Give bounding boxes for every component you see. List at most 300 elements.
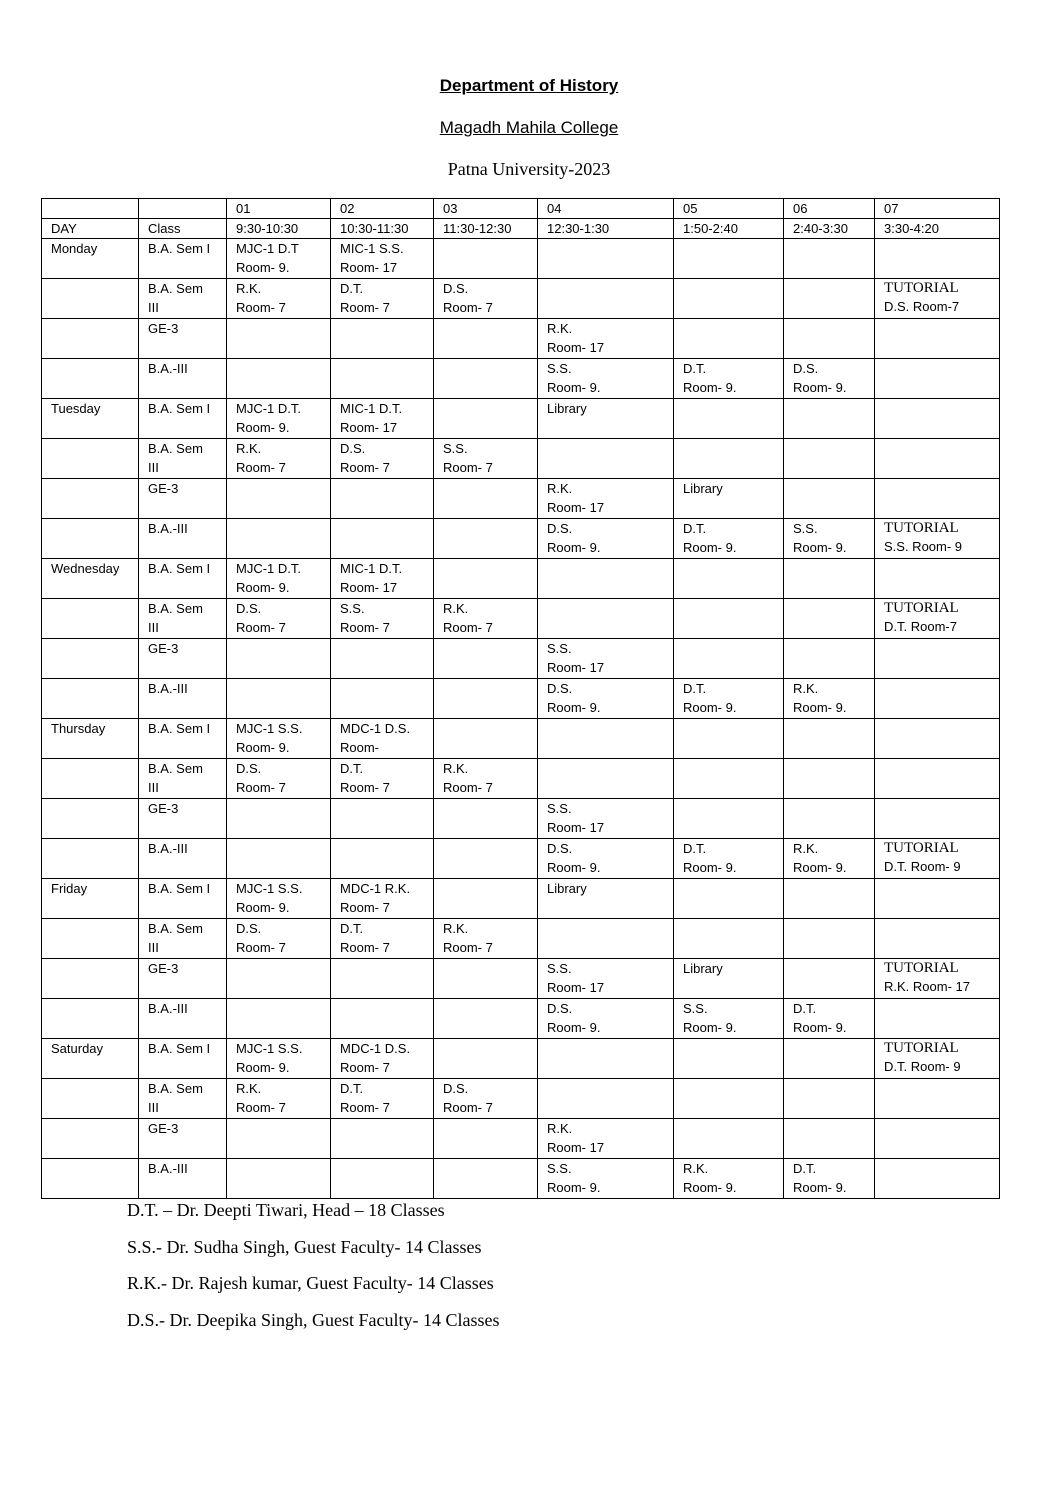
class-label-line: III xyxy=(148,300,159,315)
schedule-cell xyxy=(784,559,875,599)
class-label-line: III xyxy=(148,780,159,795)
time-slot-cell: 2:40-3:30 xyxy=(784,219,875,239)
schedule-cell xyxy=(331,439,434,479)
table-row xyxy=(42,359,1000,399)
schedule-cell xyxy=(331,759,434,799)
class-cell xyxy=(139,239,227,279)
day-cell: Monday xyxy=(42,239,139,279)
subject-teacher: S.S. xyxy=(340,601,365,616)
schedule-cell xyxy=(784,479,875,519)
table-row xyxy=(42,679,1000,719)
class-label-line: GE-3 xyxy=(148,1121,179,1136)
schedule-cell xyxy=(538,919,674,959)
schedule-cell xyxy=(784,1079,875,1119)
schedule-cell xyxy=(538,1119,674,1159)
class-cell xyxy=(139,879,227,919)
tutorial-label: TUTORIAL xyxy=(884,520,959,536)
schedule-cell xyxy=(227,919,331,959)
schedule-cell xyxy=(434,279,538,319)
schedule-cell xyxy=(784,1039,875,1079)
schedule-cell xyxy=(538,239,674,279)
schedule-cell xyxy=(674,639,784,679)
subject-teacher: D.T. xyxy=(683,841,707,856)
schedule-cell xyxy=(538,1079,674,1119)
room-label: Room- 7 xyxy=(340,620,390,635)
class-label-line: GE-3 xyxy=(148,481,179,496)
subject-teacher: D.S. xyxy=(340,441,366,456)
schedule-cell xyxy=(434,679,538,719)
room-label: D.T. Room- 9 xyxy=(884,859,961,874)
room-label: Room- 9. xyxy=(236,900,290,915)
class-cell xyxy=(139,919,227,959)
schedule-cell xyxy=(784,279,875,319)
schedule-cell xyxy=(674,279,784,319)
schedule-cell xyxy=(434,959,538,999)
room-label: Room- 9. xyxy=(793,380,847,395)
schedule-cell xyxy=(227,439,331,479)
room-label: Room- 9. xyxy=(236,580,290,595)
class-label-line: GE-3 xyxy=(148,321,179,336)
subject-teacher: R.K. xyxy=(236,1081,262,1096)
subject-teacher: D.S. xyxy=(443,281,469,296)
day-cell xyxy=(42,439,139,479)
schedule-cell xyxy=(227,519,331,559)
schedule-cell xyxy=(227,399,331,439)
table-row xyxy=(42,239,1000,279)
schedule-cell xyxy=(784,719,875,759)
schedule-cell xyxy=(434,1159,538,1199)
schedule-cell xyxy=(875,279,1000,319)
subject-teacher: R.K. xyxy=(683,1161,709,1176)
schedule-cell xyxy=(331,919,434,959)
schedule-cell xyxy=(875,1079,1000,1119)
schedule-cell xyxy=(784,799,875,839)
class-label-line: III xyxy=(148,620,159,635)
schedule-cell xyxy=(331,879,434,919)
day-cell: Thursday xyxy=(42,719,139,759)
day-cell xyxy=(42,359,139,399)
class-cell xyxy=(139,999,227,1039)
subject-teacher: R.K. xyxy=(547,1121,573,1136)
subject-teacher: D.S. xyxy=(547,841,573,856)
schedule-cell xyxy=(434,519,538,559)
schedule-cell xyxy=(538,439,674,479)
tutorial-label: TUTORIAL xyxy=(884,960,959,976)
room-label: Room- 9. xyxy=(236,260,290,275)
room-label: Room- 9. xyxy=(793,860,847,875)
room-label: Room- xyxy=(340,740,380,755)
class-label-line: B.A.-III xyxy=(148,841,188,856)
schedule-cell xyxy=(875,319,1000,359)
subject-teacher: MJC-1 D.T. xyxy=(236,561,301,576)
class-cell xyxy=(139,599,227,639)
subject-teacher: MJC-1 D.T xyxy=(236,241,299,256)
schedule-cell xyxy=(227,639,331,679)
schedule-cell xyxy=(434,599,538,639)
university-year: Patna University-2023 xyxy=(447,159,611,179)
class-cell xyxy=(139,519,227,559)
subject-teacher: S.S. xyxy=(547,801,572,816)
schedule-cell xyxy=(875,1039,1000,1079)
table-row xyxy=(42,1039,1000,1079)
class-cell xyxy=(139,959,227,999)
schedule-cell xyxy=(674,1119,784,1159)
subject-teacher: R.K. xyxy=(793,681,819,696)
schedule-cell xyxy=(538,319,674,359)
schedule-cell xyxy=(434,759,538,799)
schedule-cell xyxy=(875,959,1000,999)
schedule-cell xyxy=(227,599,331,639)
class-label-line: B.A. Sem xyxy=(148,601,203,616)
room-label: Room- 9. xyxy=(683,380,737,395)
schedule-cell xyxy=(674,439,784,479)
subject-teacher: D.S. xyxy=(443,1081,469,1096)
schedule-cell xyxy=(331,319,434,359)
schedule-cell xyxy=(875,439,1000,479)
room-label: Room- 7 xyxy=(236,780,286,795)
room-label: Room- 9. xyxy=(236,1060,290,1075)
schedule-cell xyxy=(331,559,434,599)
schedule-cell xyxy=(674,839,784,879)
subject-teacher: R.K. xyxy=(443,921,469,936)
period-number-cell: 04 xyxy=(538,199,674,219)
subject-teacher: MDC-1 R.K. xyxy=(340,881,411,896)
class-label-line: B.A. Sem xyxy=(148,281,203,296)
table-row xyxy=(42,439,1000,479)
time-slot-cell: 12:30-1:30 xyxy=(538,219,674,239)
department-title: Department of History xyxy=(439,76,619,95)
schedule-cell xyxy=(538,719,674,759)
schedule-cell xyxy=(331,839,434,879)
class-label-line: B.A.-III xyxy=(148,1001,188,1016)
schedule-cell xyxy=(538,279,674,319)
schedule-cell xyxy=(227,359,331,399)
class-cell xyxy=(139,399,227,439)
room-label: Room- 9. xyxy=(547,1180,601,1195)
schedule-cell xyxy=(784,1119,875,1159)
room-label: Room- 7 xyxy=(340,300,390,315)
schedule-cell xyxy=(875,399,1000,439)
tutorial-label: TUTORIAL xyxy=(884,600,959,616)
college-name: Magadh Mahila College xyxy=(439,118,619,137)
room-label: Room- 7 xyxy=(236,940,286,955)
class-cell xyxy=(139,719,227,759)
time-slot-cell: Class xyxy=(139,219,227,239)
schedule-cell xyxy=(538,759,674,799)
subject-teacher: D.T. xyxy=(340,761,364,776)
period-number-cell xyxy=(139,199,227,219)
schedule-cell xyxy=(538,399,674,439)
schedule-cell xyxy=(784,399,875,439)
schedule-cell xyxy=(875,879,1000,919)
schedule-cell xyxy=(538,679,674,719)
room-label: Room- 7 xyxy=(443,940,493,955)
schedule-cell xyxy=(434,559,538,599)
class-label-line: GE-3 xyxy=(148,801,179,816)
subject-teacher: R.K. xyxy=(443,761,469,776)
schedule-cell xyxy=(875,679,1000,719)
room-label: Room- 17 xyxy=(547,820,605,835)
schedule-cell xyxy=(674,919,784,959)
schedule-cell xyxy=(434,879,538,919)
room-label: Room- 17 xyxy=(340,420,398,435)
schedule-cell xyxy=(674,759,784,799)
schedule-cell xyxy=(331,239,434,279)
room-label: Room- 9. xyxy=(793,1180,847,1195)
room-label: D.S. Room-7 xyxy=(884,299,960,314)
table-row xyxy=(42,839,1000,879)
day-cell: Wednesday xyxy=(42,559,139,599)
day-cell xyxy=(42,279,139,319)
room-label: Room- 9. xyxy=(793,540,847,555)
schedule-cell xyxy=(674,1039,784,1079)
schedule-cell xyxy=(875,599,1000,639)
subject-teacher: D.S. xyxy=(236,601,262,616)
day-cell xyxy=(42,1079,139,1119)
subject-teacher: Library xyxy=(683,481,723,496)
schedule-cell xyxy=(434,479,538,519)
schedule-cell xyxy=(674,519,784,559)
schedule-cell xyxy=(434,1119,538,1159)
day-cell xyxy=(42,959,139,999)
schedule-cell xyxy=(784,959,875,999)
class-cell xyxy=(139,1159,227,1199)
subject-teacher: R.K. xyxy=(236,281,262,296)
schedule-cell xyxy=(875,559,1000,599)
class-cell xyxy=(139,479,227,519)
schedule-cell xyxy=(875,799,1000,839)
subject-teacher: D.S. xyxy=(793,361,819,376)
schedule-cell xyxy=(331,1119,434,1159)
schedule-cell xyxy=(875,719,1000,759)
schedule-cell xyxy=(227,679,331,719)
class-label-line: III xyxy=(148,940,159,955)
time-slot-cell: 9:30-10:30 xyxy=(227,219,331,239)
class-cell xyxy=(139,639,227,679)
schedule-cell xyxy=(538,999,674,1039)
schedule-cell xyxy=(227,959,331,999)
room-label: S.S. Room- 9 xyxy=(884,539,963,554)
room-label: Room- 7 xyxy=(236,1100,286,1115)
room-label: Room- 9. xyxy=(683,540,737,555)
subject-teacher: D.S. xyxy=(236,761,262,776)
schedule-cell xyxy=(875,519,1000,559)
schedule-cell xyxy=(434,799,538,839)
day-cell xyxy=(42,999,139,1039)
subject-teacher: R.K. xyxy=(547,321,573,336)
schedule-cell xyxy=(227,479,331,519)
day-cell xyxy=(42,639,139,679)
room-label: Room- 7 xyxy=(340,940,390,955)
subject-teacher: D.S. xyxy=(547,1001,573,1016)
table-row xyxy=(42,639,1000,679)
class-cell xyxy=(139,1079,227,1119)
room-label: D.T. Room-7 xyxy=(884,619,957,634)
tutorial-label: TUTORIAL xyxy=(884,1040,959,1056)
table-row xyxy=(42,559,1000,599)
schedule-cell xyxy=(784,759,875,799)
class-label-line: B.A. Sem I xyxy=(148,1041,211,1056)
schedule-cell xyxy=(875,1159,1000,1199)
subject-teacher: D.T. xyxy=(340,281,364,296)
schedule-cell xyxy=(784,639,875,679)
schedule-cell xyxy=(331,639,434,679)
class-cell xyxy=(139,439,227,479)
faculty-legend-item: R.K.- Dr. Rajesh kumar, Guest Faculty- 14 Classes xyxy=(127,1273,494,1293)
subject-teacher: D.T. xyxy=(793,1001,817,1016)
table-row xyxy=(42,759,1000,799)
class-cell xyxy=(139,759,227,799)
class-label-line: B.A. Sem xyxy=(148,441,203,456)
subject-teacher: S.S. xyxy=(793,521,818,536)
schedule-cell xyxy=(227,559,331,599)
class-label-line: B.A. Sem I xyxy=(148,881,211,896)
schedule-cell xyxy=(784,319,875,359)
room-label: Room- 9. xyxy=(547,540,601,555)
subject-teacher: MIC-1 S.S. xyxy=(340,241,404,256)
room-label: Room- 17 xyxy=(547,980,605,995)
schedule-cell xyxy=(674,239,784,279)
schedule-cell xyxy=(674,679,784,719)
schedule-cell xyxy=(331,719,434,759)
class-label-line: B.A. Sem xyxy=(148,921,203,936)
room-label: Room- 7 xyxy=(236,620,286,635)
class-label-line: B.A. Sem I xyxy=(148,561,211,576)
schedule-cell xyxy=(538,799,674,839)
schedule-cell xyxy=(674,319,784,359)
subject-teacher: MJC-1 S.S. xyxy=(236,1041,303,1056)
room-label: Room- 7 xyxy=(340,780,390,795)
subject-teacher: S.S. xyxy=(547,961,572,976)
subject-teacher: MIC-1 D.T. xyxy=(340,401,403,416)
schedule-cell xyxy=(227,879,331,919)
table-row xyxy=(42,479,1000,519)
subject-teacher: S.S. xyxy=(547,1161,572,1176)
schedule-cell xyxy=(331,359,434,399)
schedule-cell xyxy=(434,239,538,279)
schedule-cell xyxy=(674,999,784,1039)
subject-teacher: MDC-1 D.S. xyxy=(340,1041,411,1056)
room-label: Room- 7 xyxy=(443,300,493,315)
period-number-cell: 02 xyxy=(331,199,434,219)
room-label: Room- 7 xyxy=(443,620,493,635)
schedule-cell xyxy=(674,1159,784,1199)
subject-teacher: D.S. xyxy=(547,681,573,696)
room-label: Room- 9. xyxy=(683,700,737,715)
schedule-cell xyxy=(875,999,1000,1039)
room-label: Room- 9. xyxy=(793,1020,847,1035)
schedule-cell xyxy=(331,799,434,839)
schedule-cell xyxy=(674,719,784,759)
room-label: Room- 17 xyxy=(547,340,605,355)
class-cell xyxy=(139,279,227,319)
schedule-cell xyxy=(331,399,434,439)
schedule-cell xyxy=(538,1159,674,1199)
schedule-cell xyxy=(784,879,875,919)
class-label-line: B.A. Sem xyxy=(148,1081,203,1096)
subject-teacher: S.S. xyxy=(443,441,468,456)
schedule-cell xyxy=(331,999,434,1039)
class-cell xyxy=(139,1039,227,1079)
schedule-cell xyxy=(875,239,1000,279)
day-cell xyxy=(42,519,139,559)
schedule-cell xyxy=(784,519,875,559)
schedule-cell xyxy=(875,759,1000,799)
room-label: Room- 7 xyxy=(236,300,286,315)
schedule-cell xyxy=(674,799,784,839)
schedule-cell xyxy=(434,1079,538,1119)
time-slot-row xyxy=(42,219,1000,239)
table-row xyxy=(42,879,1000,919)
schedule-cell xyxy=(674,359,784,399)
table-row xyxy=(42,279,1000,319)
subject-teacher: Library xyxy=(547,881,587,896)
schedule-cell xyxy=(674,879,784,919)
schedule-cell xyxy=(434,839,538,879)
time-slot-cell: 3:30-4:20 xyxy=(875,219,1000,239)
schedule-cell xyxy=(331,279,434,319)
schedule-cell xyxy=(674,1079,784,1119)
room-label: Room- 7 xyxy=(443,1100,493,1115)
schedule-cell xyxy=(784,679,875,719)
day-cell: Friday xyxy=(42,879,139,919)
subject-teacher: D.S. xyxy=(236,921,262,936)
schedule-cell xyxy=(784,359,875,399)
time-slot-cell: 1:50-2:40 xyxy=(674,219,784,239)
schedule-cell xyxy=(434,1039,538,1079)
table-row xyxy=(42,599,1000,639)
subject-teacher: D.T. xyxy=(683,681,707,696)
class-label-line: B.A. Sem xyxy=(148,761,203,776)
room-label: Room- 7 xyxy=(340,900,390,915)
time-slot-cell: 11:30-12:30 xyxy=(434,219,538,239)
subject-teacher: D.T. xyxy=(340,921,364,936)
schedule-cell xyxy=(538,879,674,919)
day-cell: Tuesday xyxy=(42,399,139,439)
class-label-line: III xyxy=(148,1100,159,1115)
room-label: Room- 7 xyxy=(443,780,493,795)
room-label: Room- 17 xyxy=(340,580,398,595)
timetable xyxy=(41,198,1000,1199)
period-number-cell: 03 xyxy=(434,199,538,219)
schedule-cell xyxy=(875,479,1000,519)
table-row xyxy=(42,519,1000,559)
table-row xyxy=(42,1079,1000,1119)
class-label-line: GE-3 xyxy=(148,641,179,656)
period-number-cell: 01 xyxy=(227,199,331,219)
time-slot-cell: DAY xyxy=(42,219,139,239)
day-cell xyxy=(42,319,139,359)
day-cell xyxy=(42,799,139,839)
period-number-row xyxy=(42,199,1000,219)
room-label: R.K. Room- 17 xyxy=(884,979,970,994)
subject-teacher: MJC-1 S.S. xyxy=(236,881,303,896)
table-row xyxy=(42,1159,1000,1199)
schedule-cell xyxy=(227,1119,331,1159)
tutorial-label: TUTORIAL xyxy=(884,840,959,856)
day-cell: Saturday xyxy=(42,1039,139,1079)
table-row xyxy=(42,399,1000,439)
faculty-legend-item: D.S.- Dr. Deepika Singh, Guest Faculty- 14 Classes xyxy=(127,1310,500,1330)
table-row xyxy=(42,1119,1000,1159)
subject-teacher: R.K. xyxy=(547,481,573,496)
class-label-line: GE-3 xyxy=(148,961,179,976)
schedule-cell xyxy=(227,759,331,799)
schedule-cell xyxy=(875,1119,1000,1159)
subject-teacher: D.T. xyxy=(683,361,707,376)
schedule-cell xyxy=(227,279,331,319)
schedule-cell xyxy=(784,919,875,959)
